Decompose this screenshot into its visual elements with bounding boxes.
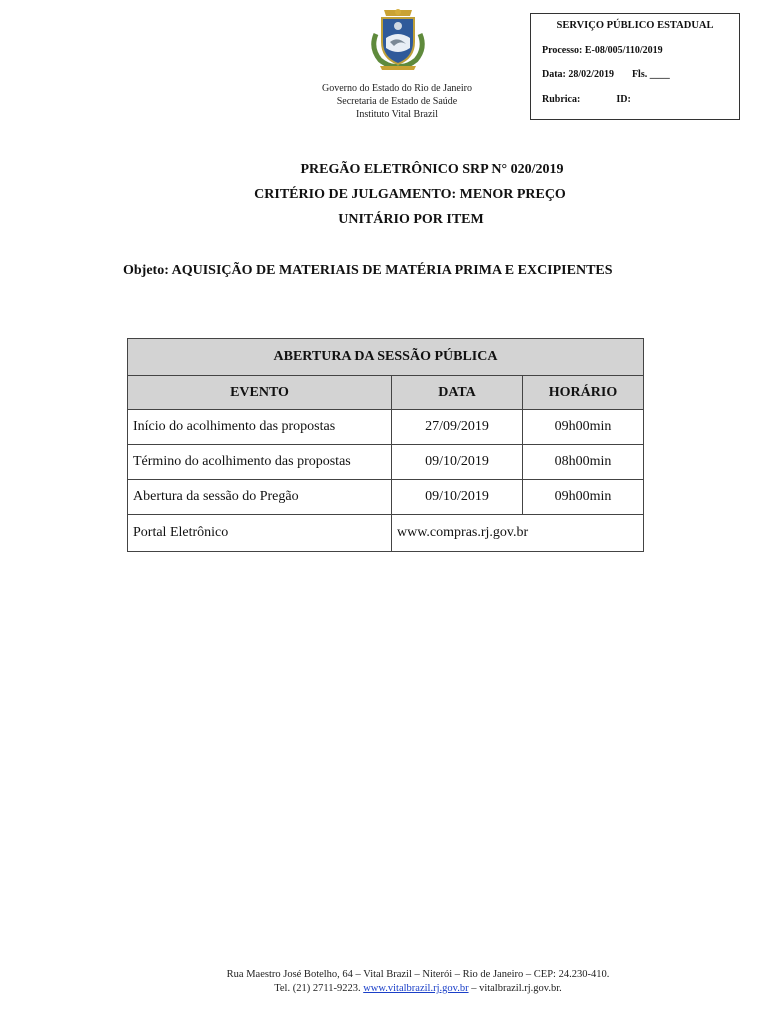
cell-portal-value: www.compras.rj.gov.br	[392, 515, 644, 552]
judging-criterion: CRITÉRIO DE JULGAMENTO: MENOR PREÇO	[254, 187, 566, 202]
stamp-rubrica-row	[542, 94, 631, 105]
cell-data: 27/09/2019	[392, 410, 523, 445]
objeto-line: Objeto: AQUISIÇÃO DE MATERIAIS DE MATÉRIA PRIMA E EXCIPIENTES	[123, 263, 613, 278]
stamp-id: ID:	[616, 94, 631, 105]
agency-line-secretariat: Secretaria de Estado de Saúde	[336, 96, 458, 107]
agency-line-government: Governo do Estado do Rio de Janeiro	[322, 83, 472, 94]
column-header-horario: HORÁRIO	[523, 376, 644, 410]
table-row	[128, 480, 644, 515]
page-footer	[0, 968, 770, 996]
footer-suffix: – vitalbrazil.rj.gov.br.	[471, 983, 562, 994]
footer-tel: Tel. (21) 2711-9223.	[274, 983, 361, 994]
judging-criterion-cont: UNITÁRIO POR ITEM	[338, 212, 484, 227]
stamp-fls: Fls. ____	[631, 69, 670, 80]
cell-data: 09/10/2019	[392, 445, 523, 480]
table-row-portal	[128, 515, 644, 552]
document-title: PREGÃO ELETRÔNICO SRP N° 020/2019	[300, 162, 564, 177]
agency-header	[282, 82, 512, 121]
process-stamp-box	[530, 13, 740, 120]
stamp-title: SERVIÇO PÚBLICO ESTADUAL	[556, 20, 714, 31]
column-header-data: DATA	[392, 376, 523, 410]
cell-portal-label: Portal Eletrônico	[128, 515, 392, 552]
table-row	[128, 410, 644, 445]
column-header-evento: EVENTO	[128, 376, 392, 410]
footer-contact-line	[0, 982, 770, 996]
table-row	[128, 445, 644, 480]
cell-horario: 09h00min	[523, 480, 644, 515]
state-coat-of-arms-icon	[366, 4, 430, 72]
stamp-data: Data: 28/02/2019	[542, 69, 614, 80]
stamp-processo: Processo: E-08/005/110/2019	[542, 45, 663, 56]
cell-data: 09/10/2019	[392, 480, 523, 515]
cell-evento: Início do acolhimento das propostas	[128, 410, 392, 445]
stamp-date-row	[542, 69, 670, 80]
cell-horario: 09h00min	[523, 410, 644, 445]
footer-address: Rua Maestro José Botelho, 64 – Vital Brazil – Niterói – Rio de Janeiro – CEP: 24.230-410.	[226, 969, 610, 980]
cell-horario: 08h00min	[523, 445, 644, 480]
table-caption: ABERTURA DA SESSÃO PÚBLICA	[128, 339, 644, 376]
cell-evento: Término do acolhimento das propostas	[128, 445, 392, 480]
session-schedule-table	[127, 338, 644, 552]
cell-evento: Abertura da sessão do Pregão	[128, 480, 392, 515]
footer-website-link[interactable]: www.vitalbrazil.rj.gov.br	[363, 983, 469, 994]
agency-line-institute: Instituto Vital Brazil	[356, 109, 438, 120]
stamp-rubrica: Rubrica:	[542, 94, 581, 105]
